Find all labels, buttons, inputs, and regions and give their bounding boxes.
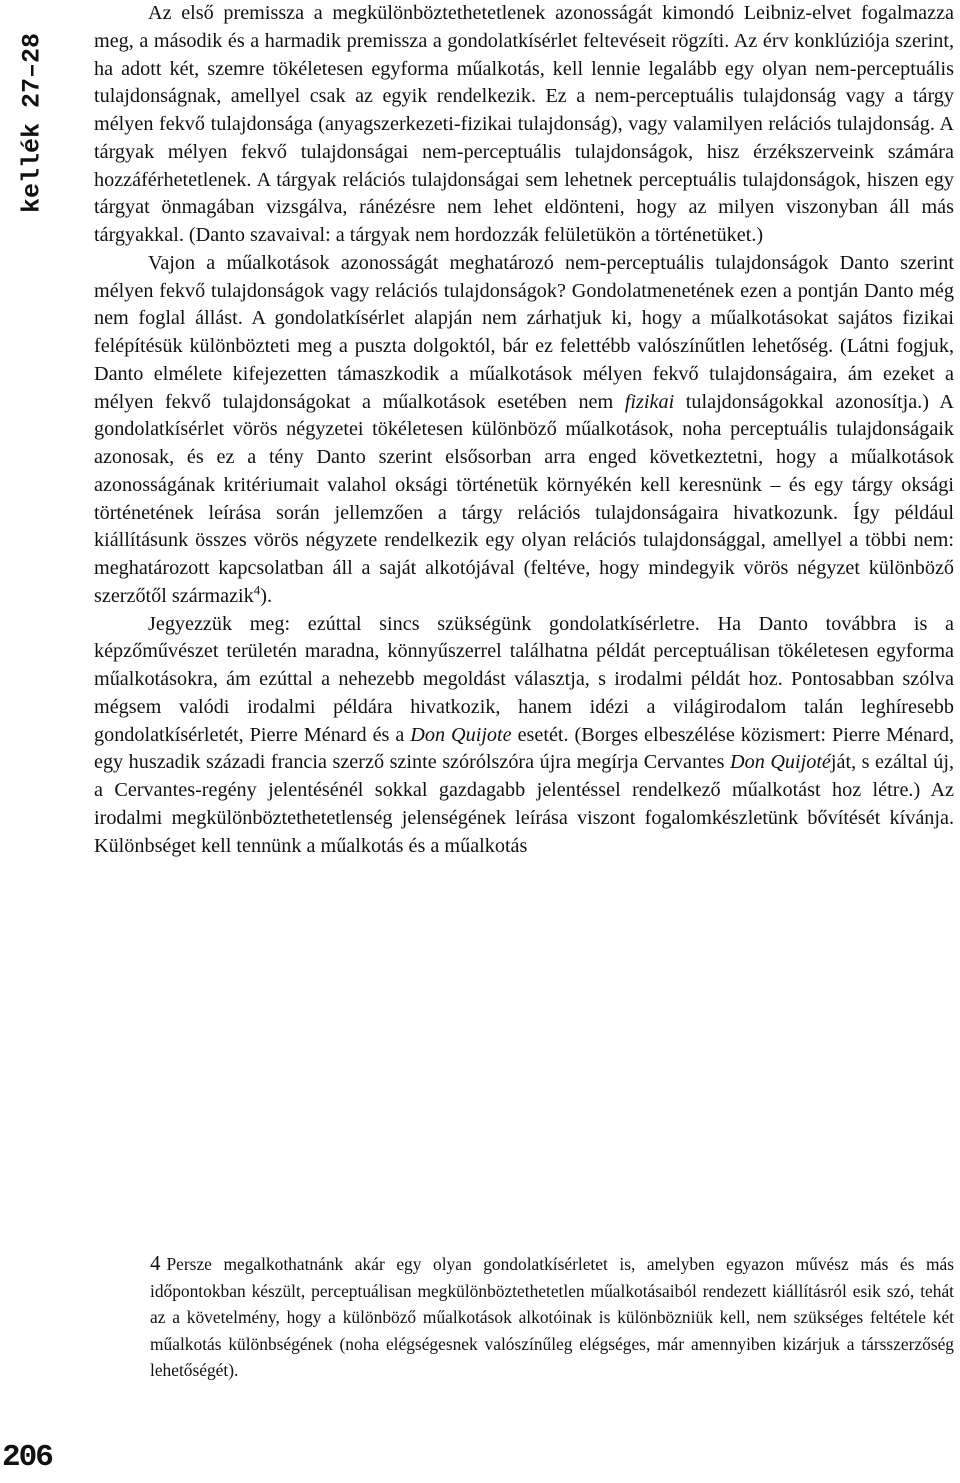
- page-number: 206: [2, 1440, 52, 1475]
- footnote: [150, 1250, 954, 1384]
- paragraph: [94, 611, 954, 861]
- paragraph: [94, 250, 954, 611]
- paragraph: [94, 0, 954, 250]
- footnote-text: Persze megalkothatnánk akár egy olyan gondolatkísérletet is, amelyben egyazon művész más és más időpontokban készült, perceptuálisan megkülönböztethetetlen műalkotásaiból rendezett kiállításról esik szó, tehát az a követelmény, hogy a különböző műalkotások alkotóinak is különbözniük kell, nem szükséges feltétele két műalkotás különbségének (noha elégségesnek valószínűleg elégséges, már amennyiben kizárjuk a társszerzőség lehetőségét).: [150, 1254, 954, 1380]
- text-run: ).: [260, 584, 273, 607]
- text-run: Jegyezzük meg: ezúttal sincs szükségünk gondolatkísérletre. Ha Danto továbbra is a képzőművészet területén maradna, könnyűszerrel találhatna példát perceptuálisan tökéletesen egyforma műalkotásokra, ám ezúttal a nehezebb megoldást választja, s irodalmi példát hoz. Pontosabban szólva mégsem valódi irodalmi példára hivatkozik, hanem idézi a világirodalom talán leghíresebb gondolatkísérletét, Pierre Ménard és a: [94, 612, 954, 746]
- journal-running-head: [14, 8, 50, 238]
- text-run: ját, s ezáltal új, a Cervantes-regény jelentésénél sokkal gazdagabb jelentéssel rendelkező műalkotást hoz létre.) Az irodalmi megkülönböztethetetlenség jelenségének leírása viszont fogalomkészletünk bővítését kívánja. Különbséget kell tennünk a műalkotás és a műalkotás: [94, 751, 954, 857]
- italic-title: fizikai: [624, 390, 675, 413]
- italic-title: Don Quijoté: [730, 751, 831, 774]
- text-run: tulajdonságokkal azonosítja.) A gondolatkísérlet vörös négyzetei tökéletesen különböző műalkotások, noha perceptuális tulajdonságaik azonosak, és ez a tény Danto szerint elsősorban arra enged következtetni, hogy a műalkotások azonosságának kritériumait valahol oksági történetük környékén kell keresnünk – és egy tárgy oksági történetének leírása során jellemzően a tárgy relációs tulajdonságaira hivatkozunk. Így például kiállításunk összes vörös négyzete rendelkezik egy olyan relációs tulajdonsággal, amellyel a többi nem: meghatározott kapcsolatban áll a saját alkotójával (feltéve, hogy mindegyik vörös négyzet különböző szerzőtől származik: [94, 390, 955, 607]
- journal-title: kellék 27–28: [17, 32, 47, 214]
- italic-title: Don Quijote: [410, 723, 512, 746]
- footnote-number: 4: [150, 1251, 161, 1275]
- text-run: Vajon a műalkotások azonosságát meghatározó nem-perceptuális tulajdonságok Danto szerint mélyen fekvő tulajdonságok vagy relációs tulajdonságok? Gondolatmenetének ezen a pontján Danto még nem foglal állást. A gondolatkísérlet alapján nem zárhatjuk ki, hogy a műalkotásokat sajátos fizikai felépítésük különbözteti meg a puszta dolgoktól, bár ez felettébb valószínűtlen lehetőség. (Látni fogjuk, Danto elmélete kifejezetten támaszkodik a műalkotások mélyen fekvő tulajdonságaira, ám ezeket a mélyen fekvő tulajdonságokat a műalkotások esetében nem: [94, 251, 954, 413]
- footnote-reference: 4: [253, 582, 261, 598]
- text-run: Az első premissza a megkülönböztethetetlenek azonosságát kimondó Leibniz-elvet fogalmazza meg, a második és a harmadik premissza a gondolatkísérlet feltevéseit rögzíti. Az érv konklúziója szerint, ha adott két, szemre tökéletesen egyforma műalkotás, kell lennie legalább egy olyan nem-perceptuális tulajdonságnak, amellyel csak az egyik rendelkezik. Ez a nem-perceptuális tulajdonság vagy a tárgy mélyen fekvő tulajdonsága (anyagszerkezeti-fizikai tulajdonság), vagy valamilyen relációs tulajdonság. A tárgyak mélyen fekvő tulajdonságai nem-perceptuális tulajdonságok, hisz érzékszerveink számára hozzáférhetetlenek. A tárgyak relációs tulajdonságai sem lehetnek perceptuális tulajdonságok, hiszen egy tárgyat önmagában vizsgálva, ránézésre nem lehet eldönteni, hogy az milyen viszonyban áll más tárgyakkal. (Danto szavaival: a tárgyak nem hordozzák felületükön a történetüket.): [94, 2, 954, 246]
- text-run: esetét. (Borges elbeszélése közismert: Pierre Ménard, egy huszadik századi francia szerző szinte szórólszóra újra megírja Cervantes: [94, 723, 954, 774]
- main-text: [94, 0, 954, 860]
